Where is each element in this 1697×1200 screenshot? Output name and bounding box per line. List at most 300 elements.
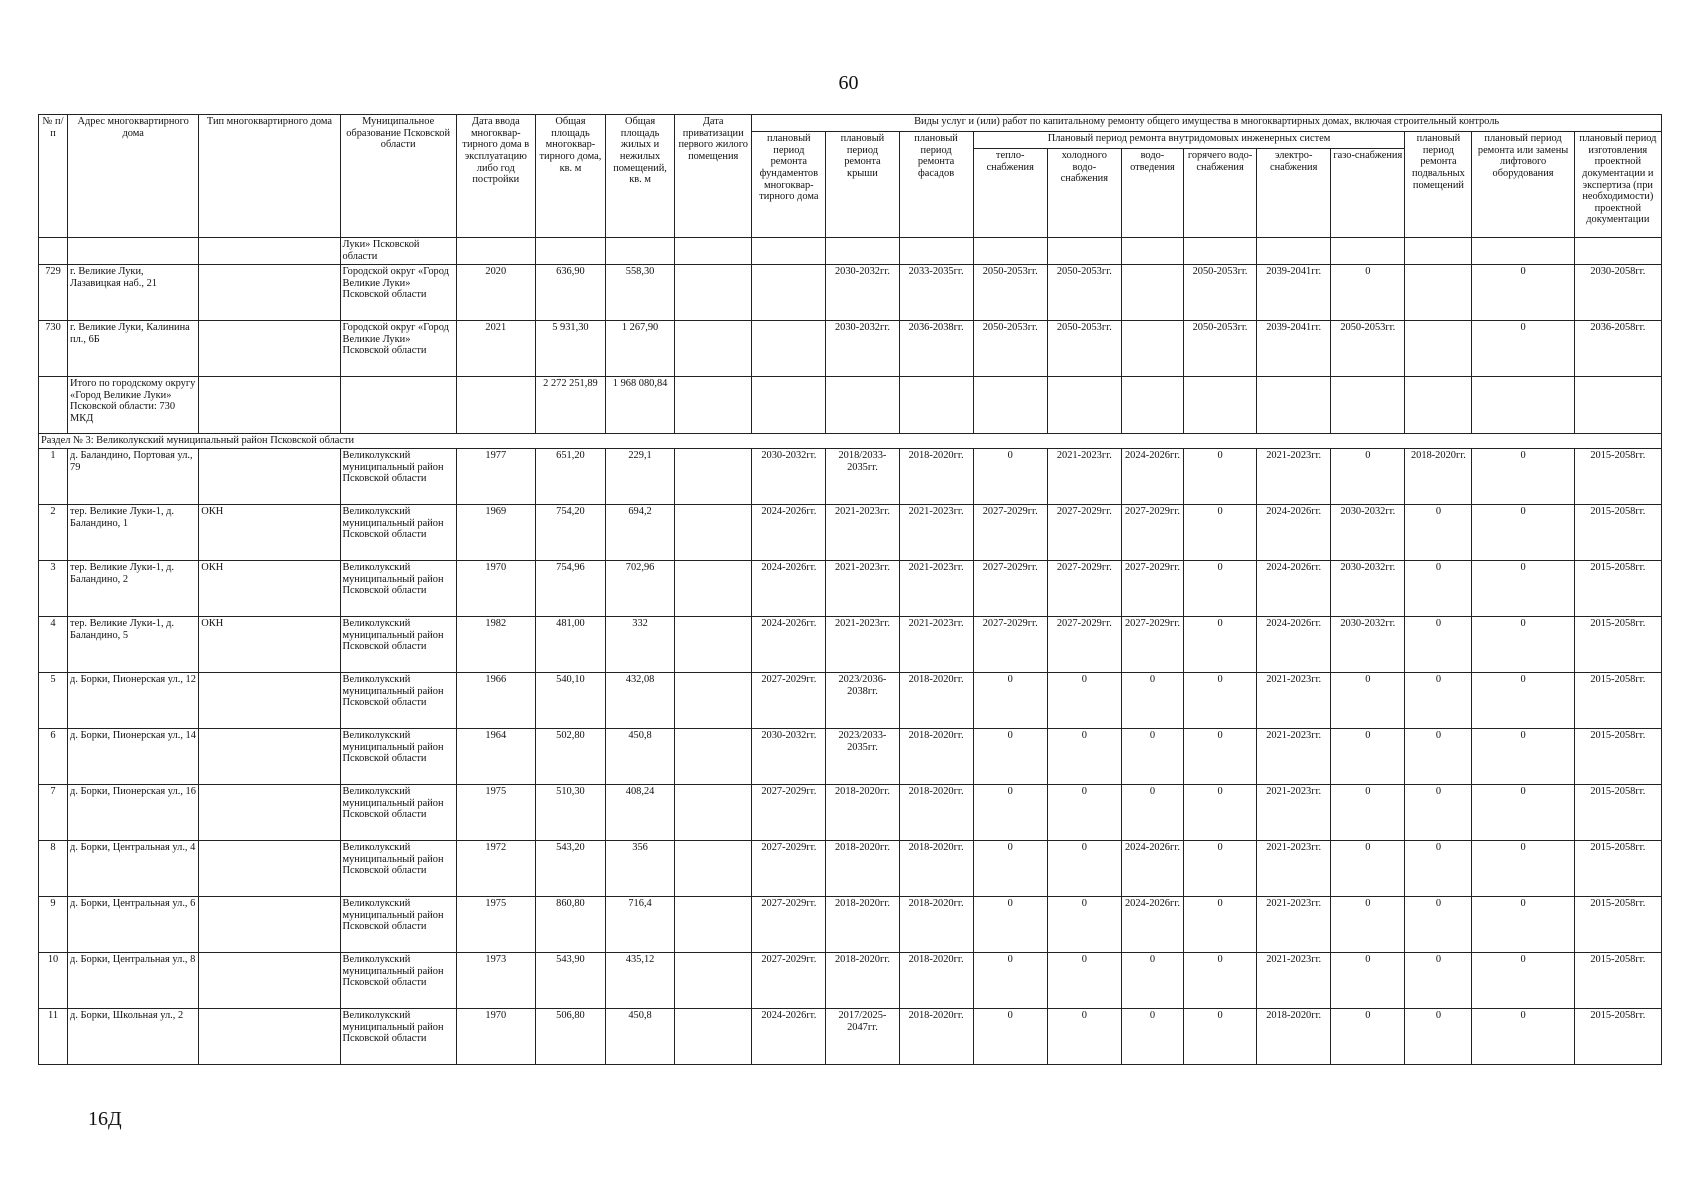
cell-total-area: 636,90 — [535, 265, 605, 321]
cell-foundation-period: 2027-2029гг. — [752, 785, 826, 841]
cell-foundation-period: 2027-2029гг. — [752, 673, 826, 729]
cell-design-period: 2015-2058гг. — [1574, 617, 1661, 673]
cell-foundation-period: 2024-2026гг. — [752, 617, 826, 673]
cell-heat-period: 0 — [973, 729, 1047, 785]
cell-privatization-date — [675, 897, 752, 953]
cell-drainage-period: 2027-2029гг. — [1121, 561, 1183, 617]
cell-gas-period: 0 — [1331, 729, 1405, 785]
cell-address: д. Борки, Центральная ул., 6 — [68, 897, 199, 953]
cell-municipality: Великолукский муниципальный район Псковской области — [340, 953, 456, 1009]
cell-living-area: 702,96 — [606, 561, 675, 617]
continuation-row — [39, 238, 1662, 265]
cell-roof-period: 2018-2020гг. — [826, 841, 899, 897]
cell-hot-water-period: 0 — [1184, 449, 1257, 505]
cell-electric-period: 2021-2023гг. — [1257, 449, 1331, 505]
cell-house-type — [199, 841, 340, 897]
cell-municipality: Великолукский муниципальный район Псковской области — [340, 1009, 456, 1065]
cell-elevator-period: 0 — [1472, 897, 1574, 953]
cell-living-area: 432,08 — [606, 673, 675, 729]
table-row — [39, 321, 1662, 377]
cell-drainage-period: 0 — [1121, 729, 1183, 785]
empty-cell — [1574, 377, 1661, 434]
cell-hot-water-period: 0 — [1184, 729, 1257, 785]
cell-facade-period: 2036-2038гг. — [899, 321, 973, 377]
cell-house-type — [199, 265, 340, 321]
cell-privatization-date — [675, 841, 752, 897]
table-row — [39, 841, 1662, 897]
cell-basement-period: 2018-2020гг. — [1405, 449, 1472, 505]
cell-address: д. Баландино, Портовая ул., 79 — [68, 449, 199, 505]
table-row — [39, 1009, 1662, 1065]
cell-row-num: 729 — [39, 265, 68, 321]
cell-municipality: Великолукский муниципальный район Псковской области — [340, 561, 456, 617]
cell-electric-period: 2018-2020гг. — [1257, 1009, 1331, 1065]
cell-privatization-date — [675, 265, 752, 321]
cell-row-num: 2 — [39, 505, 68, 561]
living-area-sum: 1 968 080,84 — [606, 377, 675, 434]
cell-address: д. Борки, Пионерская ул., 14 — [68, 729, 199, 785]
cell-privatization-date — [675, 449, 752, 505]
cell-commissioning-year: 1972 — [456, 841, 535, 897]
cell-electric-period: 2024-2026гг. — [1257, 561, 1331, 617]
empty-cell — [340, 377, 456, 434]
table-row — [39, 561, 1662, 617]
header-hot-water: горячего водо-снабжения — [1184, 149, 1257, 238]
cell-elevator-period: 0 — [1472, 561, 1574, 617]
empty-cell — [899, 377, 973, 434]
cell-roof-period: 2018-2020гг. — [826, 897, 899, 953]
cell-facade-period: 2018-2020гг. — [899, 1009, 973, 1065]
header-design: плановый период изготовления проектной документации и экспертиза (при необходимости) проектной документации — [1574, 132, 1661, 238]
cell-facade-period: 2021-2023гг. — [899, 561, 973, 617]
cell-design-period: 2015-2058гг. — [1574, 1009, 1661, 1065]
header-foundation: плановый период ремонта фундаментов многоквар-тирного дома — [752, 132, 826, 238]
cell-electric-period: 2039-2041гг. — [1257, 265, 1331, 321]
empty-cell — [1047, 377, 1121, 434]
cell-house-type: ОКН — [199, 505, 340, 561]
cell-house-type — [199, 953, 340, 1009]
cell-drainage-period: 2024-2026гг. — [1121, 897, 1183, 953]
cell-design-period: 2015-2058гг. — [1574, 449, 1661, 505]
header-drainage: водо-отведения — [1121, 149, 1183, 238]
cell-living-area: 435,12 — [606, 953, 675, 1009]
header-living-area: Общая площадь жилых и нежилых помещений, кв. м — [606, 115, 675, 238]
cell-address: тер. Великие Луки-1, д. Баландино, 2 — [68, 561, 199, 617]
cell-cold-water-period: 0 — [1047, 897, 1121, 953]
cell-gas-period: 2050-2053гг. — [1331, 321, 1405, 377]
cell-address: д. Борки, Школьная ул., 2 — [68, 1009, 199, 1065]
header-elevator: плановый период ремонта или замены лифтового оборудования — [1472, 132, 1574, 238]
cell-basement-period: 0 — [1405, 953, 1472, 1009]
empty-cell — [1331, 377, 1405, 434]
cell-heat-period: 2027-2029гг. — [973, 561, 1047, 617]
cell-municipality: Великолукский муниципальный район Псковской области — [340, 505, 456, 561]
cell-electric-period: 2021-2023гг. — [1257, 897, 1331, 953]
header-engineering-group: Плановый период ремонта внутридомовых инженерных систем — [973, 132, 1405, 149]
cell-electric-period: 2021-2023гг. — [1257, 953, 1331, 1009]
cell-drainage-period — [1121, 265, 1183, 321]
cell-basement-period: 0 — [1405, 897, 1472, 953]
cell-elevator-period: 0 — [1472, 449, 1574, 505]
table-row — [39, 617, 1662, 673]
cell-commissioning-year: 1970 — [456, 561, 535, 617]
cell-row-num: 730 — [39, 321, 68, 377]
cell-row-num: 11 — [39, 1009, 68, 1065]
cell-total-area: 481,00 — [535, 617, 605, 673]
cell-cold-water-period: 2021-2023гг. — [1047, 449, 1121, 505]
cell-living-area: 229,1 — [606, 449, 675, 505]
cell-facade-period: 2018-2020гг. — [899, 897, 973, 953]
cell-design-period: 2015-2058гг. — [1574, 785, 1661, 841]
cell-municipality: Городской округ «Город Великие Луки» Псковской области — [340, 265, 456, 321]
cell-elevator-period: 0 — [1472, 265, 1574, 321]
cell-basement-period — [1405, 321, 1472, 377]
cell-heat-period: 0 — [973, 1009, 1047, 1065]
table-row — [39, 897, 1662, 953]
cell-hot-water-period: 2050-2053гг. — [1184, 265, 1257, 321]
cell-commissioning-year: 2020 — [456, 265, 535, 321]
empty-cell — [675, 377, 752, 434]
empty-cell — [1405, 377, 1472, 434]
cell-privatization-date — [675, 561, 752, 617]
cell-commissioning-year: 2021 — [456, 321, 535, 377]
cell-house-type — [199, 785, 340, 841]
cell-facade-period: 2018-2020гг. — [899, 449, 973, 505]
cell-foundation-period: 2024-2026гг. — [752, 1009, 826, 1065]
cell-total-area: 651,20 — [535, 449, 605, 505]
cell-roof-period: 2023/2033-2035гг. — [826, 729, 899, 785]
cell-design-period: 2015-2058гг. — [1574, 953, 1661, 1009]
cell-house-type — [199, 673, 340, 729]
cell-design-period: 2015-2058гг. — [1574, 505, 1661, 561]
cell-foundation-period — [752, 321, 826, 377]
cell-electric-period: 2021-2023гг. — [1257, 673, 1331, 729]
cell-total-area: 543,90 — [535, 953, 605, 1009]
cell-address: г. Великие Луки, Лазавицкая наб., 21 — [68, 265, 199, 321]
cell-house-type — [199, 897, 340, 953]
cell-hot-water-period: 0 — [1184, 841, 1257, 897]
cell-facade-period: 2018-2020гг. — [899, 785, 973, 841]
cell-cold-water-period: 0 — [1047, 729, 1121, 785]
section-row — [39, 434, 1662, 449]
cell-roof-period: 2030-2032гг. — [826, 265, 899, 321]
cell-cold-water-period: 2027-2029гг. — [1047, 505, 1121, 561]
cell-electric-period: 2024-2026гг. — [1257, 505, 1331, 561]
cell-privatization-date — [675, 729, 752, 785]
cell-living-area: 716,4 — [606, 897, 675, 953]
header-municipality: Муниципальное образование Псковской области — [340, 115, 456, 238]
cell-elevator-period: 0 — [1472, 617, 1574, 673]
cell-basement-period: 0 — [1405, 673, 1472, 729]
cell-electric-period: 2021-2023гг. — [1257, 729, 1331, 785]
cell-municipality: Великолукский муниципальный район Псковской области — [340, 617, 456, 673]
header-basement: плановый период ремонта подвальных помещений — [1405, 132, 1472, 238]
cell-design-period: 2015-2058гг. — [1574, 673, 1661, 729]
cell-basement-period: 0 — [1405, 561, 1472, 617]
cell-row-num: 8 — [39, 841, 68, 897]
cell-gas-period: 2030-2032гг. — [1331, 617, 1405, 673]
cell-basement-period: 0 — [1405, 617, 1472, 673]
empty-cell — [1184, 377, 1257, 434]
cell-municipality: Великолукский муниципальный район Псковской области — [340, 729, 456, 785]
cell-privatization-date — [675, 505, 752, 561]
cell-cold-water-period: 0 — [1047, 673, 1121, 729]
cell-house-type — [199, 1009, 340, 1065]
cell-design-period: 2015-2058гг. — [1574, 729, 1661, 785]
cell-hot-water-period: 0 — [1184, 785, 1257, 841]
cell-hot-water-period: 0 — [1184, 1009, 1257, 1065]
cell-municipality: Великолукский муниципальный район Псковской области — [340, 841, 456, 897]
cell-design-period: 2036-2058гг. — [1574, 321, 1661, 377]
cell-heat-period: 0 — [973, 449, 1047, 505]
cell-address: тер. Великие Луки-1, д. Баландино, 5 — [68, 617, 199, 673]
cell-drainage-period: 2024-2026гг. — [1121, 449, 1183, 505]
cell-foundation-period: 2027-2029гг. — [752, 953, 826, 1009]
cell-roof-period: 2023/2036-2038гг. — [826, 673, 899, 729]
empty-cell — [826, 377, 899, 434]
cell-drainage-period: 0 — [1121, 953, 1183, 1009]
cell-design-period: 2015-2058гг. — [1574, 841, 1661, 897]
header-address: Адрес многоквартирного дома — [68, 115, 199, 238]
cell-elevator-period: 0 — [1472, 505, 1574, 561]
cell-basement-period — [1405, 265, 1472, 321]
cell-drainage-period: 0 — [1121, 785, 1183, 841]
cell-foundation-period — [752, 265, 826, 321]
cell-elevator-period: 0 — [1472, 729, 1574, 785]
table-row — [39, 449, 1662, 505]
cell-commissioning-year: 1969 — [456, 505, 535, 561]
cell-hot-water-period: 2050-2053гг. — [1184, 321, 1257, 377]
total-row — [39, 377, 1662, 434]
cell-gas-period: 0 — [1331, 897, 1405, 953]
cell-foundation-period: 2030-2032гг. — [752, 449, 826, 505]
cell-commissioning-year: 1966 — [456, 673, 535, 729]
cell-address: д. Борки, Центральная ул., 4 — [68, 841, 199, 897]
cell-roof-period: 2018-2020гг. — [826, 953, 899, 1009]
table-row — [39, 505, 1662, 561]
cell-total-area: 502,80 — [535, 729, 605, 785]
cell-foundation-period: 2027-2029гг. — [752, 897, 826, 953]
footer-code: 16Д — [88, 1108, 122, 1130]
cell-basement-period: 0 — [1405, 841, 1472, 897]
cell-drainage-period: 0 — [1121, 1009, 1183, 1065]
cell-heat-period: 2050-2053гг. — [973, 321, 1047, 377]
cell-municipality: Городской округ «Город Великие Луки» Псковской области — [340, 321, 456, 377]
cell-hot-water-period: 0 — [1184, 953, 1257, 1009]
table-row — [39, 673, 1662, 729]
cell-commissioning-year: 1977 — [456, 449, 535, 505]
header-roof: плановый период ремонта крыши — [826, 132, 899, 238]
cell-facade-period: 2033-2035гг. — [899, 265, 973, 321]
cell-hot-water-period: 0 — [1184, 505, 1257, 561]
cell-gas-period: 0 — [1331, 265, 1405, 321]
cell-total-area: 754,96 — [535, 561, 605, 617]
total-label: Итого по городскому округу «Город Великие Луки» Псковской области: 730 МКД — [68, 377, 199, 434]
cell-living-area: 694,2 — [606, 505, 675, 561]
table-row — [39, 265, 1662, 321]
cell-hot-water-period: 0 — [1184, 617, 1257, 673]
header-privatization: Дата приватизации первого жилого помещения — [675, 115, 752, 238]
cell-living-area: 450,8 — [606, 729, 675, 785]
total-area-sum: 2 272 251,89 — [535, 377, 605, 434]
header-gas: газо-снабжения — [1331, 149, 1405, 238]
cell-gas-period: 0 — [1331, 953, 1405, 1009]
cell-electric-period: 2021-2023гг. — [1257, 841, 1331, 897]
cell-elevator-period: 0 — [1472, 1009, 1574, 1065]
cell-commissioning-year: 1975 — [456, 785, 535, 841]
header-heat: тепло-снабжения — [973, 149, 1047, 238]
cell-heat-period: 2027-2029гг. — [973, 617, 1047, 673]
cell-elevator-period: 0 — [1472, 673, 1574, 729]
table-row — [39, 729, 1662, 785]
cell-address: г. Великие Луки, Калинина пл., 6Б — [68, 321, 199, 377]
cell-municipality: Великолукский муниципальный район Псковской области — [340, 673, 456, 729]
cell-privatization-date — [675, 673, 752, 729]
cell-privatization-date — [675, 321, 752, 377]
cell-row-num: 7 — [39, 785, 68, 841]
empty-cell — [973, 377, 1047, 434]
continuation-text: Луки» Псковской области — [340, 238, 456, 265]
cell-design-period: 2030-2058гг. — [1574, 265, 1661, 321]
cell-basement-period: 0 — [1405, 729, 1472, 785]
cell-drainage-period: 0 — [1121, 673, 1183, 729]
header-works-group: Виды услуг и (или) работ по капитальному ремонту общего имущества в многоквартирных домах, включая строительный контроль — [752, 115, 1662, 132]
cell-commissioning-year: 1970 — [456, 1009, 535, 1065]
cell-privatization-date — [675, 1009, 752, 1065]
cell-address: тер. Великие Луки-1, д. Баландино, 1 — [68, 505, 199, 561]
cell-roof-period: 2021-2023гг. — [826, 617, 899, 673]
cell-cold-water-period: 0 — [1047, 1009, 1121, 1065]
empty-cell — [1121, 377, 1183, 434]
cell-basement-period: 0 — [1405, 785, 1472, 841]
cell-address: д. Борки, Центральная ул., 8 — [68, 953, 199, 1009]
cell-heat-period: 0 — [973, 953, 1047, 1009]
cell-total-area: 540,10 — [535, 673, 605, 729]
section-title: Раздел № 3: Великолукский муниципальный район Псковской области — [39, 434, 1662, 449]
cell-facade-period: 2021-2023гг. — [899, 505, 973, 561]
cell-facade-period: 2018-2020гг. — [899, 729, 973, 785]
cell-house-type — [199, 449, 340, 505]
cell-elevator-period: 0 — [1472, 321, 1574, 377]
cell-house-type — [199, 729, 340, 785]
cell-total-area: 543,20 — [535, 841, 605, 897]
cell-commissioning-year: 1973 — [456, 953, 535, 1009]
cell-hot-water-period: 0 — [1184, 897, 1257, 953]
cell-living-area: 1 267,90 — [606, 321, 675, 377]
cell-cold-water-period: 0 — [1047, 841, 1121, 897]
cell-gas-period: 0 — [1331, 785, 1405, 841]
cell-heat-period: 0 — [973, 785, 1047, 841]
cell-foundation-period: 2024-2026гг. — [752, 561, 826, 617]
table-row — [39, 785, 1662, 841]
header-cold-water: холодного водо-снабжения — [1047, 149, 1121, 238]
cell-foundation-period: 2030-2032гг. — [752, 729, 826, 785]
cell-roof-period: 2018-2020гг. — [826, 785, 899, 841]
cell-row-num: 4 — [39, 617, 68, 673]
empty-cell — [1472, 377, 1574, 434]
cell-cold-water-period: 2050-2053гг. — [1047, 321, 1121, 377]
repair-program-table — [38, 114, 1662, 1065]
cell-cold-water-period: 2027-2029гг. — [1047, 617, 1121, 673]
cell-gas-period: 0 — [1331, 449, 1405, 505]
cell-gas-period: 2030-2032гг. — [1331, 505, 1405, 561]
cell-heat-period: 0 — [973, 897, 1047, 953]
empty-cell — [39, 377, 68, 434]
cell-house-type: ОКН — [199, 617, 340, 673]
cell-living-area: 558,30 — [606, 265, 675, 321]
cell-basement-period: 0 — [1405, 1009, 1472, 1065]
cell-design-period: 2015-2058гг. — [1574, 561, 1661, 617]
cell-commissioning-year: 1975 — [456, 897, 535, 953]
cell-facade-period: 2018-2020гг. — [899, 953, 973, 1009]
cell-row-num: 10 — [39, 953, 68, 1009]
cell-electric-period: 2039-2041гг. — [1257, 321, 1331, 377]
cell-electric-period: 2024-2026гг. — [1257, 617, 1331, 673]
cell-foundation-period: 2024-2026гг. — [752, 505, 826, 561]
cell-living-area: 450,8 — [606, 1009, 675, 1065]
cell-municipality: Великолукский муниципальный район Псковской области — [340, 785, 456, 841]
cell-municipality: Великолукский муниципальный район Псковской области — [340, 449, 456, 505]
cell-row-num: 1 — [39, 449, 68, 505]
cell-elevator-period: 0 — [1472, 785, 1574, 841]
empty-cell — [199, 377, 340, 434]
cell-total-area: 860,80 — [535, 897, 605, 953]
cell-total-area: 510,30 — [535, 785, 605, 841]
cell-heat-period: 0 — [973, 673, 1047, 729]
cell-living-area: 408,24 — [606, 785, 675, 841]
cell-roof-period: 2018/2033-2035гг. — [826, 449, 899, 505]
cell-total-area: 506,80 — [535, 1009, 605, 1065]
header-num: № п/п — [39, 115, 68, 238]
empty-cell — [456, 377, 535, 434]
cell-row-num: 9 — [39, 897, 68, 953]
cell-basement-period: 0 — [1405, 505, 1472, 561]
header-facade: плановый период ремонта фасадов — [899, 132, 973, 238]
cell-municipality: Великолукский муниципальный район Псковской области — [340, 897, 456, 953]
cell-drainage-period: 2027-2029гг. — [1121, 505, 1183, 561]
header-commissioning: Дата ввода многоквар-тирного дома в эксплуатацию либо год постройки — [456, 115, 535, 238]
cell-cold-water-period: 0 — [1047, 785, 1121, 841]
empty-cell — [752, 377, 826, 434]
cell-address: д. Борки, Пионерская ул., 12 — [68, 673, 199, 729]
cell-row-num: 5 — [39, 673, 68, 729]
header-total-area: Общая площадь многоквар-тирного дома, кв. м — [535, 115, 605, 238]
cell-heat-period: 2027-2029гг. — [973, 505, 1047, 561]
cell-design-period: 2015-2058гг. — [1574, 897, 1661, 953]
cell-drainage-period — [1121, 321, 1183, 377]
cell-elevator-period: 0 — [1472, 841, 1574, 897]
table-row — [39, 953, 1662, 1009]
cell-privatization-date — [675, 785, 752, 841]
cell-foundation-period: 2027-2029гг. — [752, 841, 826, 897]
cell-commissioning-year: 1964 — [456, 729, 535, 785]
cell-roof-period: 2017/2025-2047гг. — [826, 1009, 899, 1065]
cell-roof-period: 2021-2023гг. — [826, 561, 899, 617]
cell-hot-water-period: 0 — [1184, 673, 1257, 729]
cell-heat-period: 2050-2053гг. — [973, 265, 1047, 321]
cell-heat-period: 0 — [973, 841, 1047, 897]
cell-drainage-period: 2024-2026гг. — [1121, 841, 1183, 897]
cell-cold-water-period: 2027-2029гг. — [1047, 561, 1121, 617]
cell-living-area: 332 — [606, 617, 675, 673]
cell-house-type: ОКН — [199, 561, 340, 617]
cell-row-num: 6 — [39, 729, 68, 785]
cell-gas-period: 0 — [1331, 841, 1405, 897]
cell-cold-water-period: 0 — [1047, 953, 1121, 1009]
cell-facade-period: 2018-2020гг. — [899, 673, 973, 729]
cell-total-area: 5 931,30 — [535, 321, 605, 377]
page-number: 60 — [838, 72, 859, 94]
